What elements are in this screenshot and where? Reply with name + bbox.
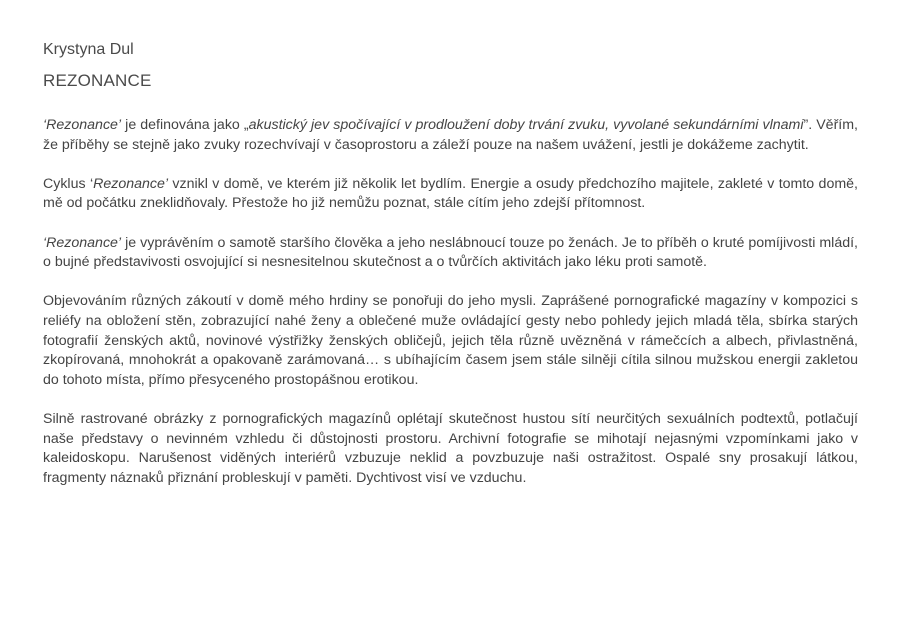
text-run: Cyklus ‘ (43, 175, 94, 192)
text-run: Objevováním různých zákoutí v domě mého hrdiny se ponořuji do jeho mysli. Zaprášené pornografické magazíny v kompozici s reliéfy na obložení stěn, zobrazující nahé ženy a oblečené muže ovládající gesty nebo pohledy jejich mladá těla, sbírka starých fotografií ženských aktů, novinové výstřižky ženských obličejů, jejich těla různě uvězněná v rámečcích a albech, přivlastněná, zkopírovaná, mnohokrát a opakovaně zarámovaná… s ubíhajícím časem jsem stále silněji cítila silnou mužskou energii zakletou do tohoto místa, přímo přesyceného prostopášnou erotikou. (43, 293, 858, 388)
paragraph-2 (43, 175, 858, 214)
document-body (43, 116, 858, 488)
text-run: je definována jako „ (121, 117, 249, 133)
paragraph-1 (43, 116, 858, 155)
paragraph-4 (43, 292, 858, 390)
text-run: ”. Věřím, že příběhy se stejně jako zvuky rozechvívají v časoprostoru a záleží pouze na našem uvážení, jestli je dokážeme zachytit. (43, 117, 859, 153)
document-page (43, 40, 858, 508)
text-run: ‘Rezonance’ (43, 117, 122, 133)
text-run: ‘Rezonance’ (43, 234, 122, 251)
text-run: akustický jev spočívající v prodloužení doby trvání zvuku, vyvolané sekundárními vlnami (248, 117, 804, 133)
paragraph-3 (43, 234, 858, 273)
text-run: vznikl v domě, ve kterém již několik let bydlím. Energie a osudy předchozího majitele, zakleté v tomto domě, mě od počátku zneklidňovaly. Přestože ho již nemůžu poznat, stále cítím jeho zdejší přítomnost. (43, 175, 858, 212)
text-run: je vyprávěním o samotě staršího člověka a jeho neslábnoucí touze po ženách. Je to příběh o kruté pomíjivosti mládí, o bujné představivosti osvojující si nesnesitelnou skutečnost a o tvůrčích aktivitách jako léku proti samotě. (43, 234, 858, 271)
document-title: REZONANCE (43, 71, 152, 90)
text-run: Rezonance’ (93, 175, 169, 192)
paragraph-5 (43, 410, 858, 488)
author-name: Krystyna Dul (43, 41, 134, 58)
text-run: Silně rastrované obrázky z pornografických magazínů oplétají skutečnost hustou sítí neurčitých sexuálních podtextů, potlačují naše představy o nevinném vzhledu či důstojnosti prostoru. Archivní fotografie se mihotají nejasnými vzpomínkami jako v kaleidoskopu. Narušenost viděných interiérů vzbuzuje neklid a povzbuzuje naši ostražitost. Ospalé sny prosakují látkou, fragmenty náznaků přiznání probleskují v paměti. Dychtivost visí ve vzduchu. (43, 410, 858, 486)
